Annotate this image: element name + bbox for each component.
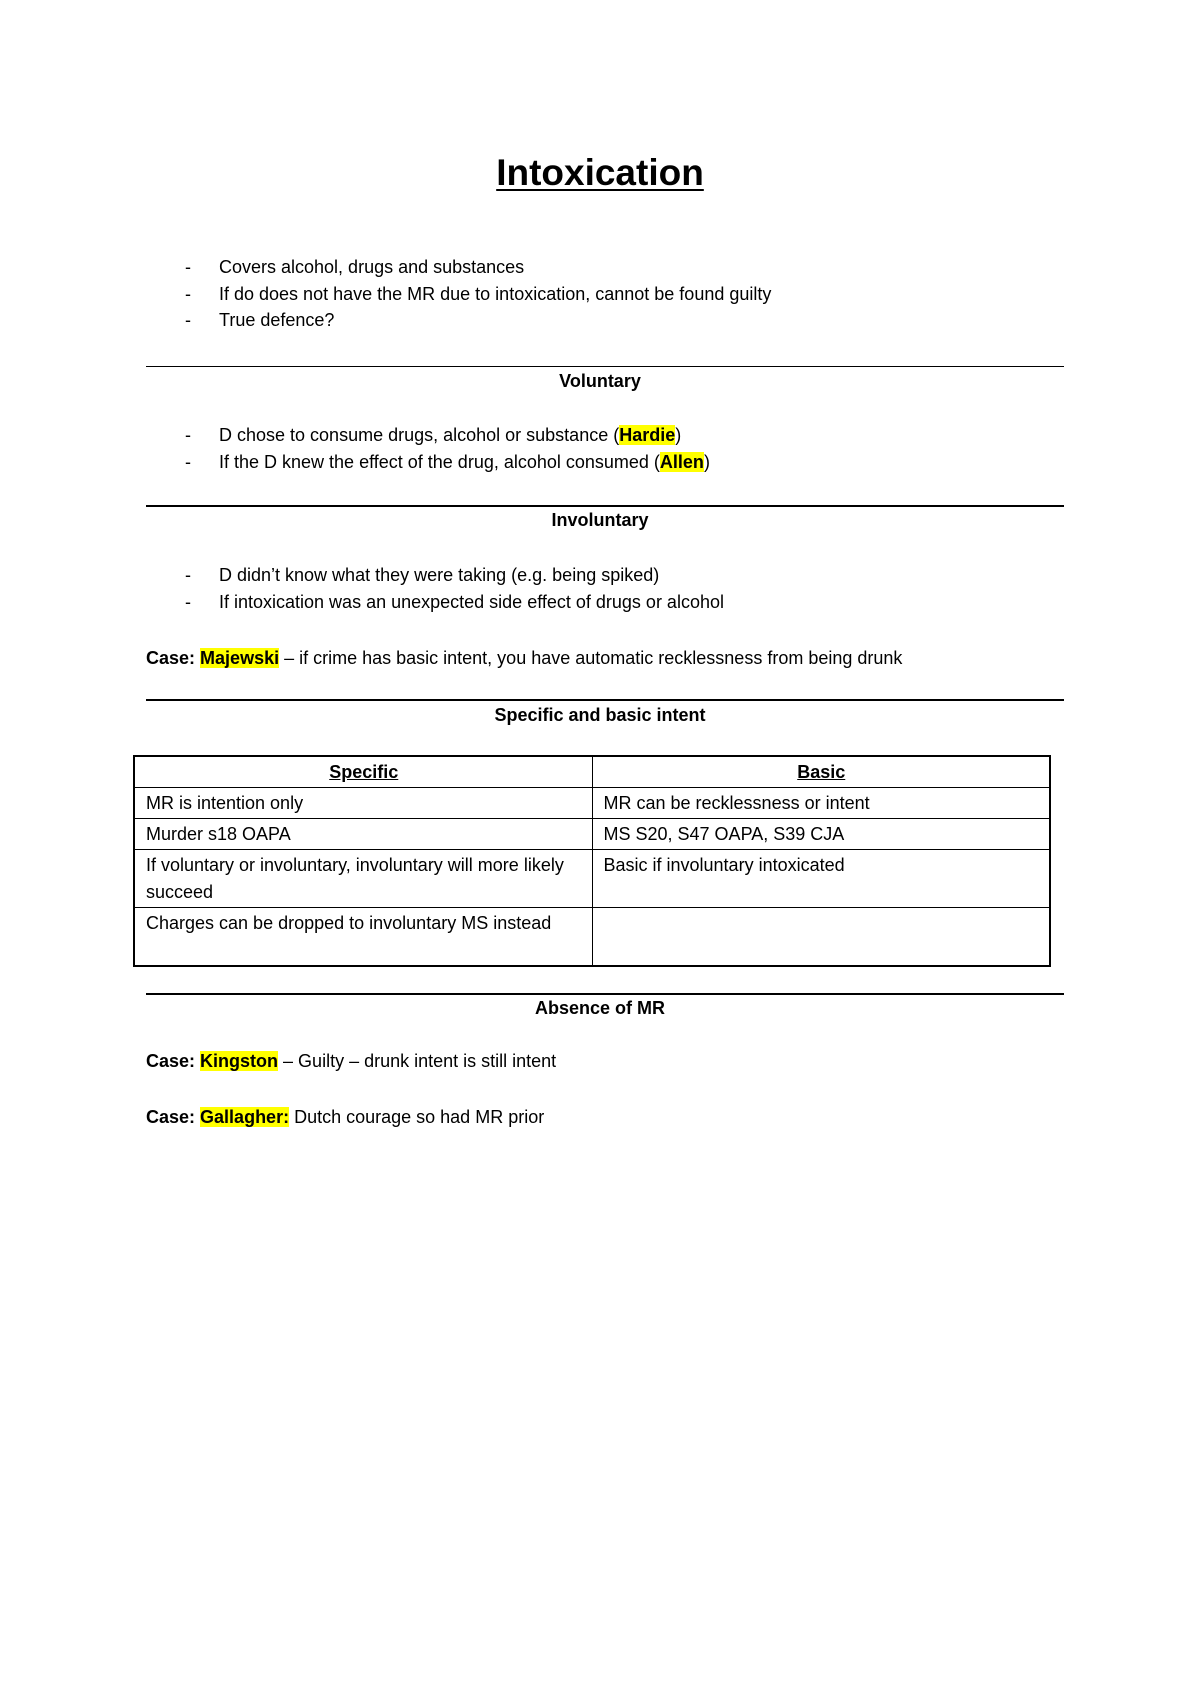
case-description: – Guilty – drunk intent is still intent: [278, 1051, 557, 1071]
case-line-gallagher: [146, 1107, 544, 1128]
bullet-dash: -: [185, 451, 191, 472]
column-header-specific: Specific: [134, 756, 592, 788]
case-name-highlight: Hardie: [619, 425, 676, 445]
case-name-highlight: Majewski: [200, 648, 280, 668]
bullet-text: D didn’t know what they were taking (e.g. being spiked): [219, 565, 660, 585]
section-heading-specific-basic: Specific and basic intent: [494, 705, 706, 725]
case-label: Case:: [146, 1051, 196, 1071]
case-name-highlight: Kingston: [200, 1051, 279, 1071]
section-divider: [146, 505, 1064, 507]
section-heading-involuntary: Involuntary: [551, 510, 649, 530]
table-cell: Murder s18 OAPA: [134, 819, 592, 850]
list-item: [185, 422, 710, 449]
section-heading-voluntary: Voluntary: [559, 371, 641, 391]
case-label: Case:: [146, 648, 196, 668]
table-cell: If voluntary or involuntary, involuntary will more likely succeed: [134, 850, 592, 908]
bullet-text: True defence?: [219, 310, 335, 330]
table-cell: [592, 908, 1050, 967]
bullet-dash: -: [185, 425, 191, 445]
list-item: [185, 449, 710, 476]
bullet-text: D chose to consume drugs, alcohol or substance (: [219, 425, 620, 445]
list-item: [185, 254, 771, 281]
bullet-text-suffix: ): [703, 451, 710, 472]
section-divider: [146, 699, 1064, 701]
table-row: [134, 788, 1050, 819]
bullet-text: If intoxication was an unexpected side effect of drugs or alcohol: [219, 591, 724, 612]
bullet-text: If do does not have the MR due to intoxication, cannot be found guilty: [219, 283, 772, 304]
case-name-highlight: Allen: [659, 451, 704, 472]
list-item: [185, 281, 771, 308]
bullet-dash: -: [185, 565, 191, 585]
table-cell: MR can be recklessness or intent: [592, 788, 1050, 819]
table-row: [134, 908, 1050, 967]
case-description: Dutch courage so had MR prior: [289, 1107, 545, 1127]
bullet-dash: -: [185, 591, 191, 612]
case-line-majewski: [146, 648, 902, 669]
list-item: [185, 307, 771, 334]
bullet-text: If the D knew the effect of the drug, alcohol consumed (: [219, 451, 660, 472]
bullet-dash: -: [185, 257, 191, 277]
table-header-row: [134, 756, 1050, 788]
column-header-basic: Basic: [592, 756, 1050, 788]
list-item: [185, 562, 724, 589]
section-divider: [146, 366, 1064, 367]
case-label: Case:: [146, 1107, 196, 1127]
table-row: [134, 819, 1050, 850]
case-name-highlight: Gallagher:: [200, 1107, 290, 1127]
section-heading-absence-of-mr: Absence of MR: [534, 998, 666, 1018]
table-cell: MR is intention only: [134, 788, 592, 819]
bullet-dash: -: [185, 283, 191, 304]
case-description: – if crime has basic intent, you have automatic recklessness from being drunk: [279, 648, 903, 668]
case-line-kingston: [146, 1051, 556, 1072]
intro-bullet-list: [185, 254, 771, 334]
page-title: Intoxication: [496, 152, 704, 193]
involuntary-bullet-list: [185, 562, 724, 615]
intent-comparison-table: [133, 755, 1051, 967]
section-divider: [146, 993, 1064, 995]
voluntary-bullet-list: [185, 422, 710, 475]
bullet-text: Covers alcohol, drugs and substances: [219, 257, 525, 277]
bullet-dash: -: [185, 310, 191, 330]
bullet-text-suffix: ): [675, 425, 682, 445]
list-item: [185, 589, 724, 616]
table-cell: MS S20, S47 OAPA, S39 CJA: [592, 819, 1050, 850]
table-row: [134, 850, 1050, 908]
table-cell: Charges can be dropped to involuntary MS instead: [134, 908, 592, 967]
table-cell: Basic if involuntary intoxicated: [592, 850, 1050, 908]
